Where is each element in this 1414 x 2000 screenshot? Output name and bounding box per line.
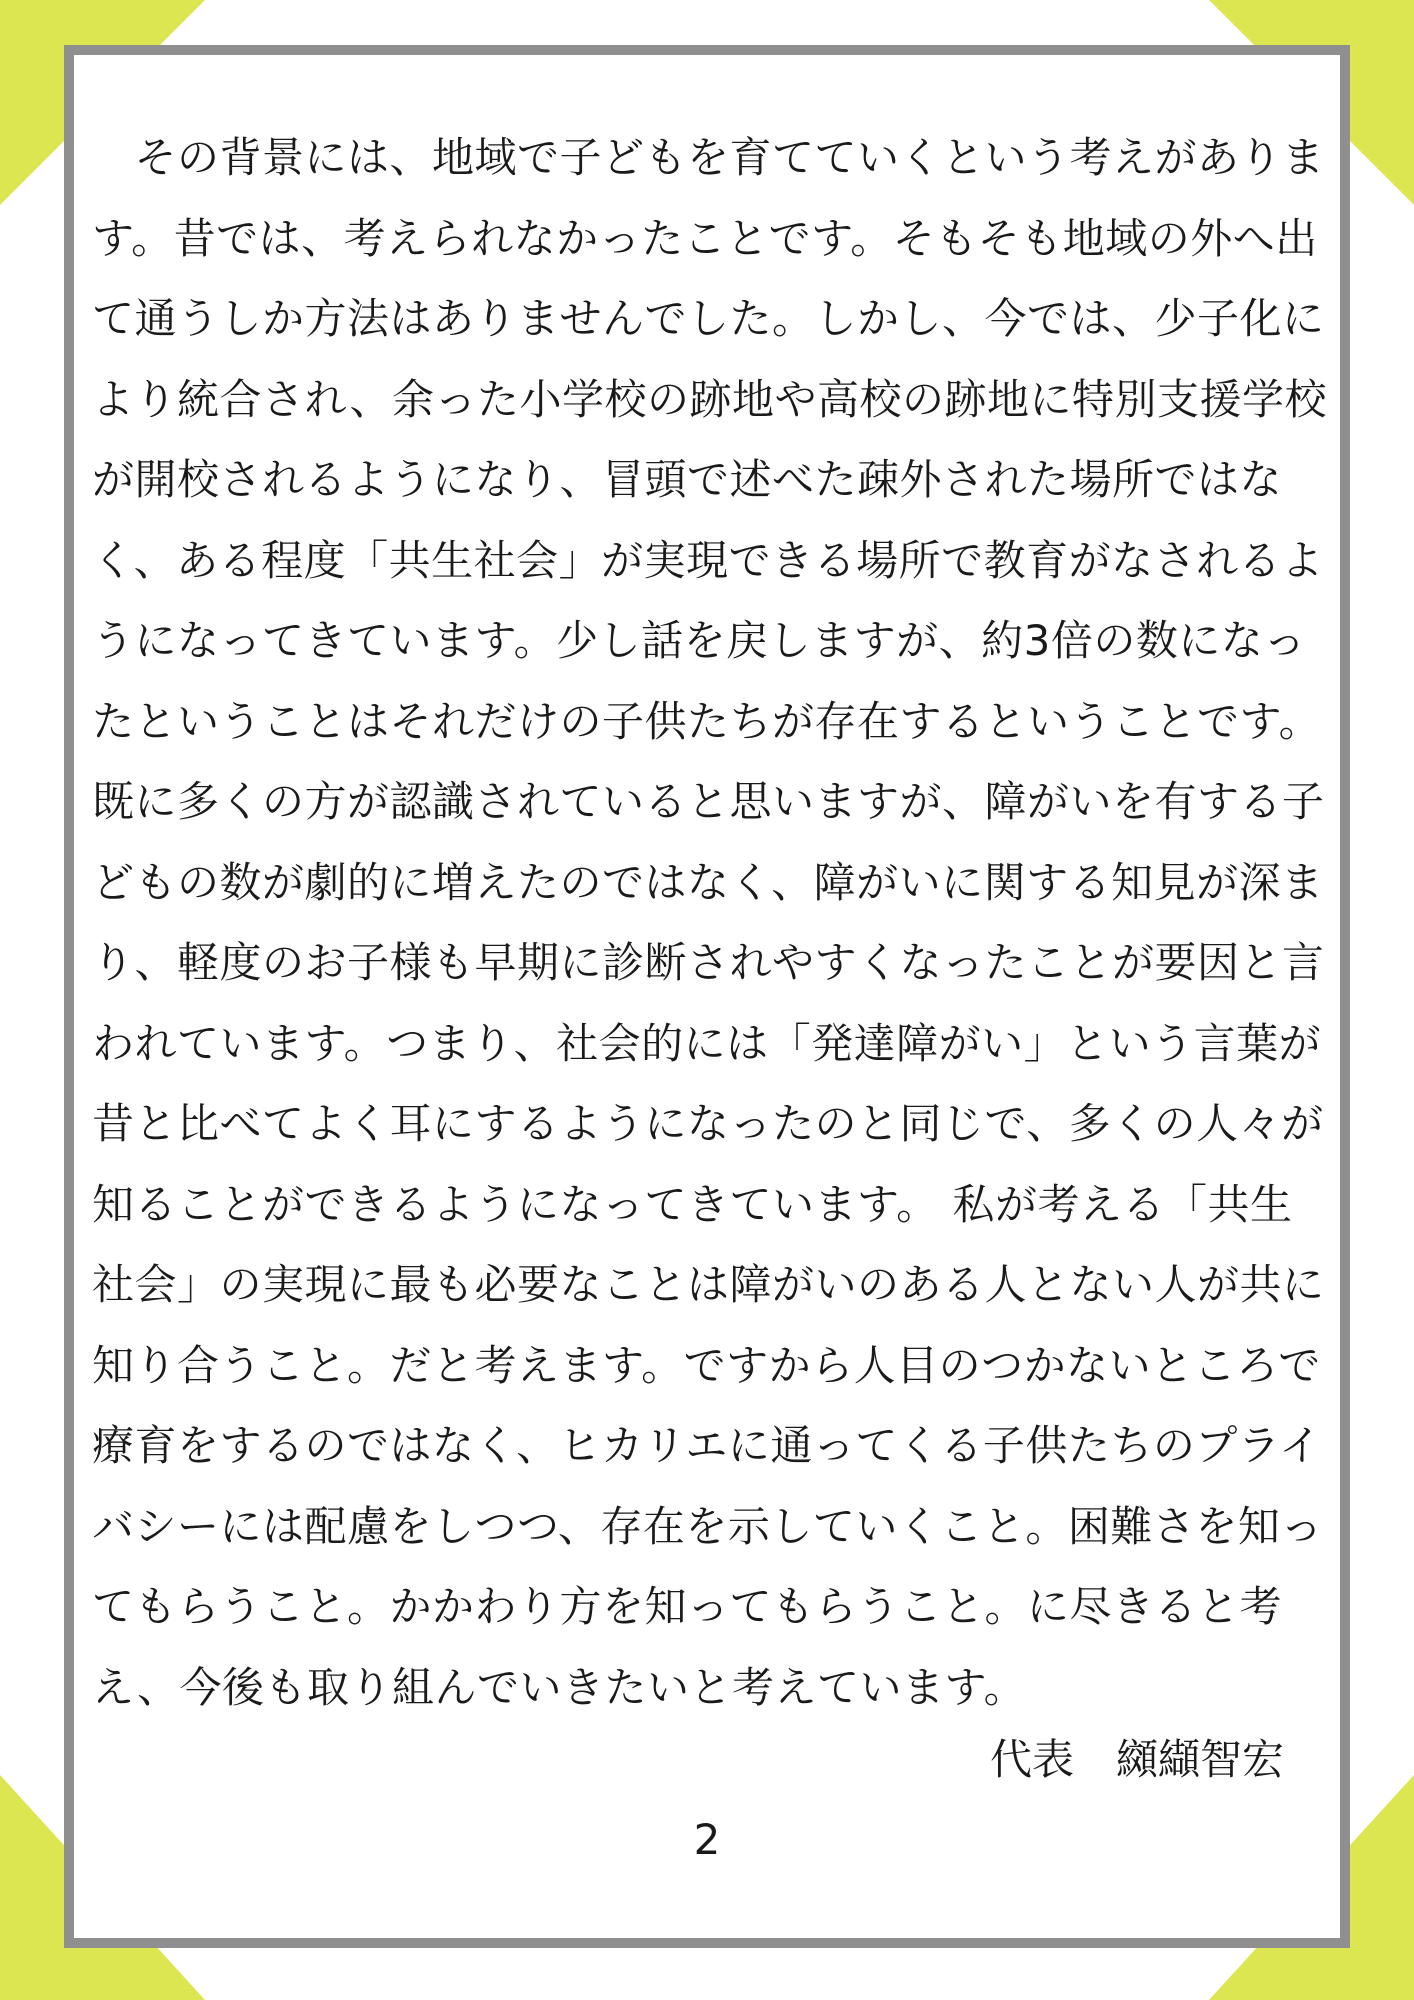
text-line: 昔と比べてよく耳にするようになったのと同じで、多くの人々が	[92, 1099, 1324, 1148]
body-text	[92, 118, 1332, 1728]
text-line: 知ることができるようになってきています。 私が考える「共生	[92, 1179, 1293, 1229]
text-line: が開校されるようになり、冒頭で述べた疎外された場所ではな	[92, 455, 1283, 504]
text-line: より統合され、余った小学校の跡地や高校の跡地に特別支援学校	[92, 374, 1328, 424]
text-line: バシーには配慮をしつつ、存在を示していくこと。困難さを知っ	[92, 1501, 1323, 1551]
text-line: うになってきています。少し話を戻しますが、約3倍の数になっ	[92, 616, 1306, 665]
text-line: り、軽度のお子様も早期に診断されやすくなったことが要因と言	[92, 938, 1325, 987]
text-line: 既に多くの方が認識されていると思いますが、障がいを有する子	[92, 777, 1325, 826]
signature: 代表 纐纈智宏	[990, 1735, 1285, 1784]
text-line: てもらうこと。かかわり方を知ってもらうこと。に尽きると考	[92, 1582, 1283, 1631]
text-line: え、今後も取り組んでいきたいと考えています。	[92, 1662, 1027, 1712]
text-line: われています。つまり、社会的には「発達障がい」という言葉が	[92, 1018, 1322, 1068]
text-line: どもの数が劇的に増えたのではなく、障がいに関する知見が深ま	[92, 857, 1324, 907]
text-line: す。昔では、考えられなかったことです。そもそも地域の外へ出	[92, 213, 1318, 263]
text-line: 社会」の実現に最も必要なことは障がいのある人とない人が共に	[92, 1260, 1325, 1309]
text-line: その背景には、地域で子どもを育てていくという考えがありま	[92, 133, 1325, 182]
text-line: 知り合うこと。だと考えます。ですから人目のつかないところで	[92, 1340, 1321, 1390]
text-line: く、ある程度「共生社会」が実現できる場所で教育がなされるよ	[92, 535, 1324, 585]
text-line: たということはそれだけの子供たちが存在するということです。	[92, 696, 1322, 746]
page-number: 2	[693, 1815, 721, 1864]
text-line: て通うしか方法はありませんでした。しかし、今では、少子化に	[92, 294, 1325, 343]
text-line: 療育をするのではなく、ヒカリエに通ってくる子供たちのプライ	[92, 1421, 1322, 1470]
